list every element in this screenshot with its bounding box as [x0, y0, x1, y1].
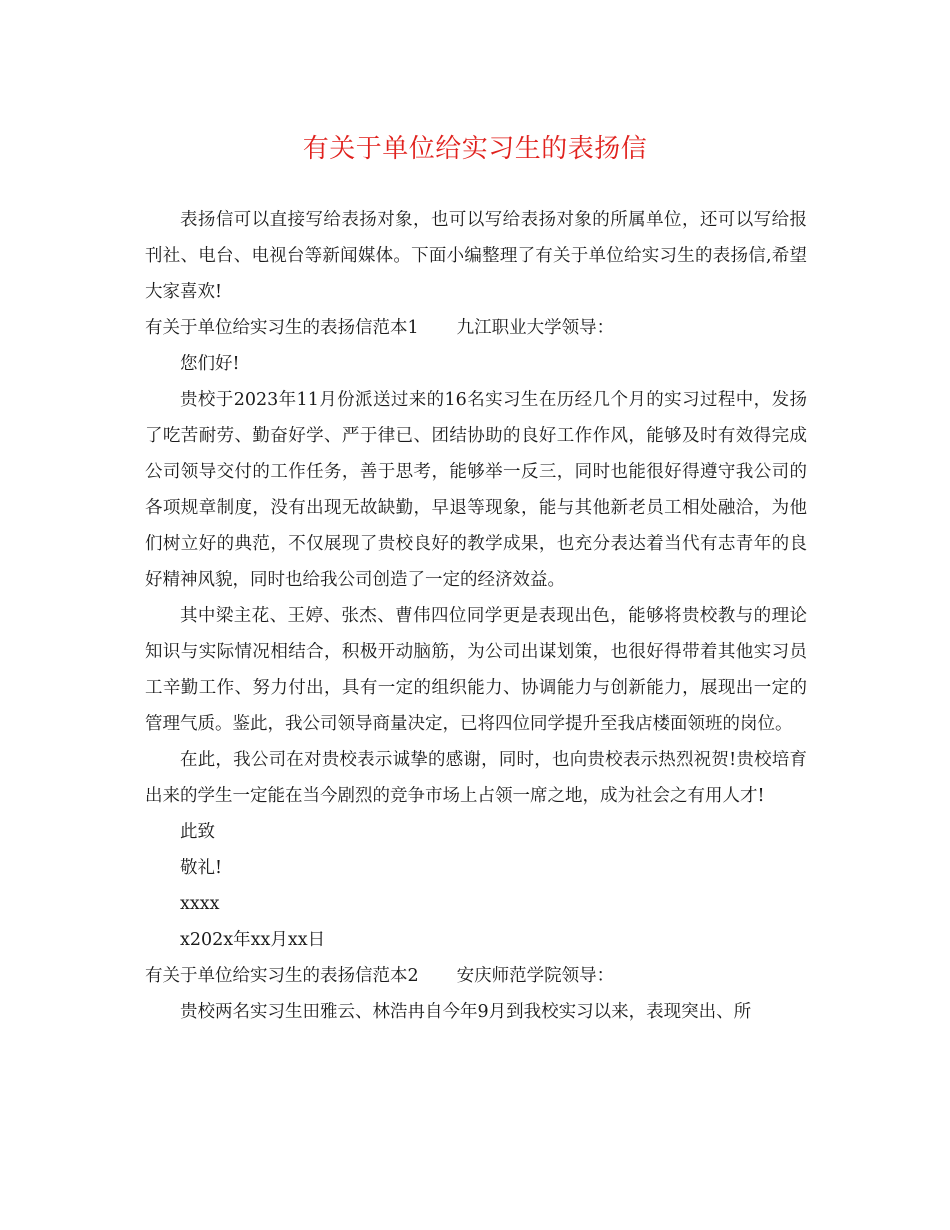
sample2-heading: 有关于单位给实习生的表扬信范本2 — [145, 966, 419, 986]
sample1-paragraph-3: 在此，我公司在对贵校表示诚挚的感谢，同时，也向贵校表示热烈祝贺!贵校培育出来的学生一定能在当今剧烈的竞争市场上占领一席之地，成为社会之有用人才! — [145, 750, 807, 806]
document-title: 有关于单位给实习生的表扬信 — [302, 134, 648, 164]
sample1-signature: xxxx — [180, 894, 220, 914]
sample1-closing-1: 此致 — [180, 822, 215, 842]
sample1-heading: 有关于单位给实习生的表扬信范本1 — [145, 318, 419, 338]
document-body — [145, 202, 807, 1030]
sample1-greeting: 您们好! — [180, 354, 240, 374]
intro-paragraph: 表扬信可以直接写给表扬对象，也可以写给表扬对象的所属单位，还可以写给报刊社、电台、电视台等新闻媒体。下面小编整理了有关于单位给实习生的表扬信,希望大家喜欢! — [145, 210, 807, 302]
sample1-closing-2: 敬礼! — [180, 858, 223, 878]
sample2-addressee: 安庆师范学院领导： — [456, 966, 615, 986]
sample1-date: x202x年xx月xx日 — [180, 930, 326, 950]
sample1-heading-line — [145, 310, 807, 346]
sample1-paragraph-2: 其中梁主花、王婷、张杰、曹伟四位同学更是表现出色，能够将贵校教与的理论知识与实际情况相结合，积极开动脑筋，为公司出谋划策，也很好得带着其他实习员工辛勤工作、努力付出，具有一定的组织能力、协调能力与创新能力，展现出一定的管理气质。鉴此，我公司领导商量决定，已将四位同学提升至我店楼面领班的岗位。 — [145, 606, 807, 734]
sample2-paragraph-1: 贵校两名实习生田雅云、林浩冉自今年9月到我校实习以来，表现突出、所 — [180, 1002, 752, 1022]
sample1-paragraph-1: 贵校于2023年11月份派送过来的16名实习生在历经几个月的实习过程中，发扬了吃苦耐劳、勤奋好学、严于律已、团结协助的良好工作作风，能够及时有效得完成公司领导交付的工作任务，善于思考，能够举一反三，同时也能很好得遵守我公司的各项规章制度，没有出现无故缺勤，早退等现象，能与其他新老员工相处融洽，为他们树立好的典范，不仅展现了贵校良好的教学成果，也充分表达着当代有志青年的良好精神风貌，同时也给我公司创造了一定的经济效益。 — [145, 390, 807, 590]
sample1-addressee: 九江职业大学领导： — [456, 318, 615, 338]
sample2-heading-line — [145, 958, 807, 994]
